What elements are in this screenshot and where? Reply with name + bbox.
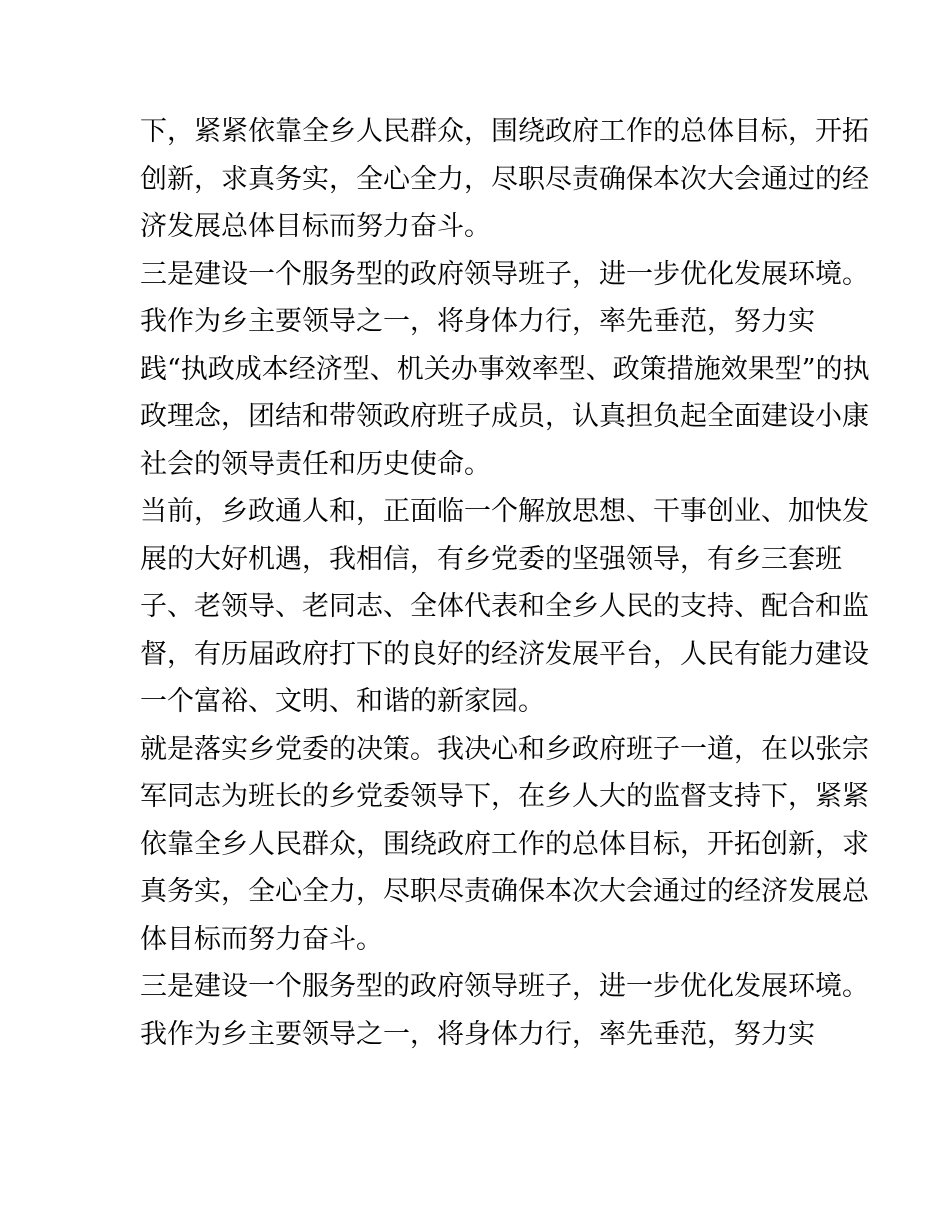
text-line: 践“执政成本经济型、机关办事效率型、政策措施效果型”的执	[140, 353, 870, 385]
text-line: 体目标而努力奋斗。	[140, 923, 383, 955]
text-line: 就是落实乡党委的决策。我决心和乡政府班子一道，在以张宗	[140, 733, 869, 765]
text-line: 真务实，全心全力，尽职尽责确保本次大会通过的经济发展总	[140, 876, 869, 907]
text-line: 三是建设一个服务型的政府领导班子，进一步优化发展环境。	[140, 258, 869, 290]
text-line: 一个富裕、文明、和谐的新家园。	[140, 686, 545, 717]
text-line: 当前，乡政通人和，正面临一个解放思想、干事创业、加快发	[140, 496, 869, 527]
text-line: 督，有历届政府打下的良好的经济发展平台，人民有能力建设	[140, 638, 869, 670]
text-line: 社会的领导责任和历史使命。	[140, 448, 491, 480]
text-line: 三是建设一个服务型的政府领导班子，进一步优化发展环境。	[140, 971, 869, 1002]
text-line: 济发展总体目标而努力奋斗。	[140, 211, 491, 242]
text-line: 子、老领导、老同志、全体代表和全乡人民的支持、配合和监	[140, 591, 869, 622]
text-line: 我作为乡主要领导之一，将身体力行，率先垂范，努力实	[140, 1018, 815, 1050]
text-line: 创新，求真务实，全心全力，尽职尽责确保本次大会通过的经	[140, 163, 869, 195]
text-line: 我作为乡主要领导之一，将身体力行，率先垂范，努力实	[140, 306, 815, 337]
text-line: 政理念，团结和带领政府班子成员，认真担负起全面建设小康	[140, 401, 869, 432]
text-line: 军同志为班长的乡党委领导下，在乡人大的监督支持下，紧紧	[140, 781, 869, 812]
document-body	[140, 108, 870, 1058]
text-line: 展的大好机遇，我相信，有乡党委的坚强领导，有乡三套班	[140, 543, 842, 575]
text-line: 依靠全乡人民群众，围绕政府工作的总体目标，开拓创新，求	[140, 828, 869, 860]
text-line: 下，紧紧依靠全乡人民群众，围绕政府工作的总体目标，开拓	[140, 116, 869, 147]
